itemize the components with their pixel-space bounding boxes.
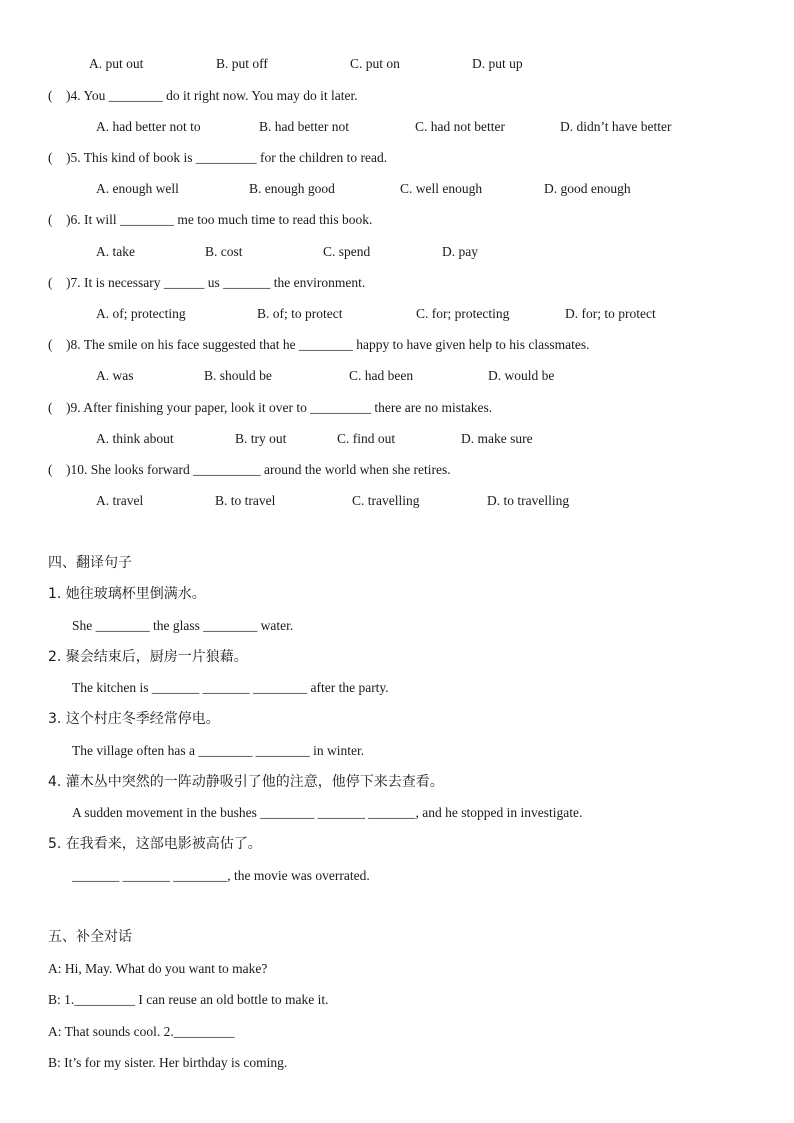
q6-option-c: C. spend [323,244,371,259]
q5-option-b: B. enough good [249,181,335,196]
q6-option-b: B. cost [205,244,243,259]
q4-option-c: C. had not better [415,119,505,134]
question-stem-4: ( )4. You ________ do it right now. You may do it later. [48,88,358,103]
question-stem-7: ( )7. It is necessary ______ us _______ the environment. [48,275,366,290]
q7-option-b: B. of; to protect [257,306,343,321]
translate-item-5-cn: 5. 在我看来，这部电影被高估了。 [48,836,262,852]
q9-option-c: C. find out [337,431,396,446]
q4-option-d: D. didn’t have better [560,119,672,134]
q10-option-a: A. travel [96,493,144,508]
translate-item-4-cn: 4. 灌木丛中突然的一阵动静吸引了他的注意，他停下来去查看。 [48,774,444,790]
dialogue-line-4: B: It’s for my sister. Her birthday is coming. [48,1055,288,1070]
q7-option-a: A. of; protecting [96,306,186,321]
q7-option-d: D. for; to protect [565,306,656,321]
section-5-heading: 五、补全对话 [48,929,132,945]
question-stem-5: ( )5. This kind of book is _________ for the children to read. [48,150,388,165]
q9-option-b: B. try out [235,431,287,446]
translate-item-1-cn: 1. 她往玻璃杯里倒满水。 [48,586,206,602]
q9-option-d: D. make sure [461,431,533,446]
dialogue-line-3: A: That sounds cool. 2._________ [48,1024,235,1039]
q3-option-d: D. put up [472,56,523,71]
q8-option-b: B. should be [204,368,272,383]
q10-option-b: B. to travel [215,493,276,508]
q3-option-b: B. put off [216,56,268,71]
q5-option-d: D. good enough [544,181,631,196]
question-stem-10: ( )10. She looks forward __________ around the world when she retires. [48,462,451,477]
translate-item-3-cn: 3. 这个村庄冬季经常停电。 [48,711,220,727]
dialogue-line-2: B: 1._________ I can reuse an old bottle to make it. [48,992,329,1007]
q8-option-c: C. had been [349,368,414,383]
question-stem-9: ( )9. After finishing your paper, look it over to _________ there are no mistakes. [48,400,493,415]
q4-option-a: A. had better not to [96,119,201,134]
question-stem-6: ( )6. It will ________ me too much time to read this book. [48,212,373,227]
translate-item-2-cn: 2. 聚会结束后，厨房一片狼藉。 [48,649,248,665]
translate-item-2-en: The kitchen is _______ _______ ________ after the party. [72,680,389,695]
q3-option-a: A. put out [89,56,144,71]
translate-item-1-en: She ________ the glass ________ water. [72,618,294,633]
q9-option-a: A. think about [96,431,174,446]
q8-option-d: D. would be [488,368,555,383]
translate-item-3-en: The village often has a ________ ________ in winter. [72,743,365,758]
section-4-heading: 四、翻译句子 [48,555,132,571]
q4-option-b: B. had better not [259,119,349,134]
translate-item-5-en: _______ _______ ________, the movie was overrated. [72,868,370,883]
q7-option-c: C. for; protecting [416,306,510,321]
q5-option-c: C. well enough [400,181,483,196]
q5-option-a: A. enough well [96,181,179,196]
q10-option-c: C. travelling [352,493,420,508]
q6-option-a: A. take [96,244,135,259]
q3-option-c: C. put on [350,56,400,71]
translate-item-4-en: A sudden movement in the bushes ________ _______ _______, and he stopped in investigate. [72,805,583,820]
q10-option-d: D. to travelling [487,493,570,508]
q8-option-a: A. was [96,368,134,383]
q6-option-d: D. pay [442,244,478,259]
question-stem-8: ( )8. The smile on his face suggested that he ________ happy to have given help to his classmates. [48,337,590,352]
dialogue-line-1: A: Hi, May. What do you want to make? [48,961,268,976]
